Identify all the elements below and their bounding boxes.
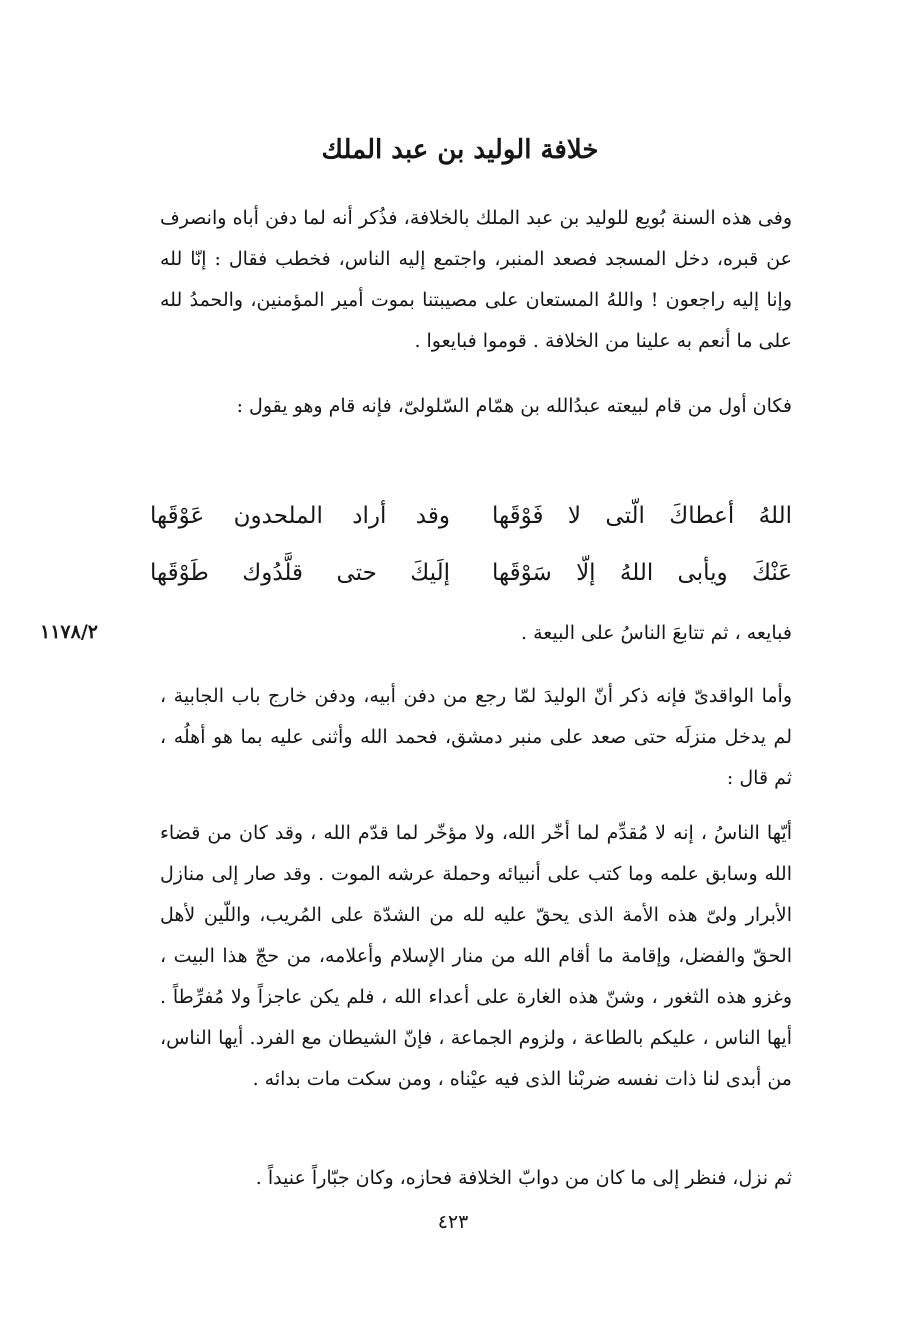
after-verse-line: فبايعه ، ثم تتابعَ الناسُ على البيعة . (521, 622, 792, 644)
page-title: خلافة الوليد بن عبد الملك (321, 135, 599, 165)
verse-1-second-hemistich: وقد أراد الملحدون عَوْقَها (150, 503, 450, 529)
paragraph-3: وأما الواقدىّ فإنه ذكر أنّ الوليدَ لمّا رجع من دفن أبيه، ودفن خارج باب الجابية ، لم يدخل منزلَه حتى صعد على منبر دمشق، فحمد الله وأثنى عليه بما هو أهلُه ، ثم قال : (160, 685, 792, 789)
verse-2-second-hemistich: إلَيكَ حتى قلَّدُوك طَوْقَها (150, 560, 450, 586)
paragraph-4: أيّها الناسُ ، إنه لا مُقدِّم لما أخّر الله، ولا مؤخّر لما قدّم الله ، وقد كان من قضاء الله وسابق علمه وما كتب على أنبيائه وحملة عرشه الموت . وقد صار إلى منازل الأبرار ولىّ هذه الأمة الذى يحقّ عليه لله من الشدّة على المُريب، واللّين لأهل الحقّ والفضل، وإقامة ما أقام الله من منار الإسلام وأعلامه، من حجّ هذا البيت ، وغزو هذه الثغور ، وشنّ هذه الغارة على أعداء الله ، فلم يكن عاجزاً ولا مُفرِّطاً . أيها الناس ، عليكم بالطاعة ، ولزوم الجماعة ، فإنّ الشيطان مع الفرد. أيها الناس، من أبدى لنا ذات نفسه ضربْنا الذى فيه عيْناه ، ومن سكت مات بدائه . (160, 822, 792, 1090)
verse-2-first-hemistich: عَنْكَ ويأبى اللهُ إلّا سَوْقَها (492, 560, 792, 586)
margin-reference: ١١٧٨/٢ (40, 621, 98, 643)
paragraph-1: وفى هذه السنة بُويع للوليد بن عبد الملك بالخلافة، فذُكر أنه لما دفن أباه وانصرف عن قبره، دخل المسجد فصعد المنبر، واجتمع إليه الناس، فخطب فقال : إنّا لله وإنا إليه راجعون ! واللهُ المستعان على مصيبتنا بموت أمير المؤمنين، والحمدُ لله على ما أنعم به علينا من الخلافة . قوموا فبايعوا . (160, 207, 792, 352)
verse-line-1 (150, 491, 792, 541)
page-number: ٤٢٣ (437, 1211, 469, 1233)
verse-line-2 (150, 548, 792, 598)
verse-1-first-hemistich: اللهُ أعطاكَ الّتى لا فَوْقَها (492, 503, 792, 529)
paragraph-2: فكان أول من قام لبيعته عبدُالله بن همّام السّلولىّ، فإنه قام وهو يقول : (236, 395, 792, 417)
paragraph-5: ثم نزل، فنظر إلى ما كان من دوابّ الخلافة فحازه، وكان جبّاراً عنيداً . (255, 1167, 792, 1189)
